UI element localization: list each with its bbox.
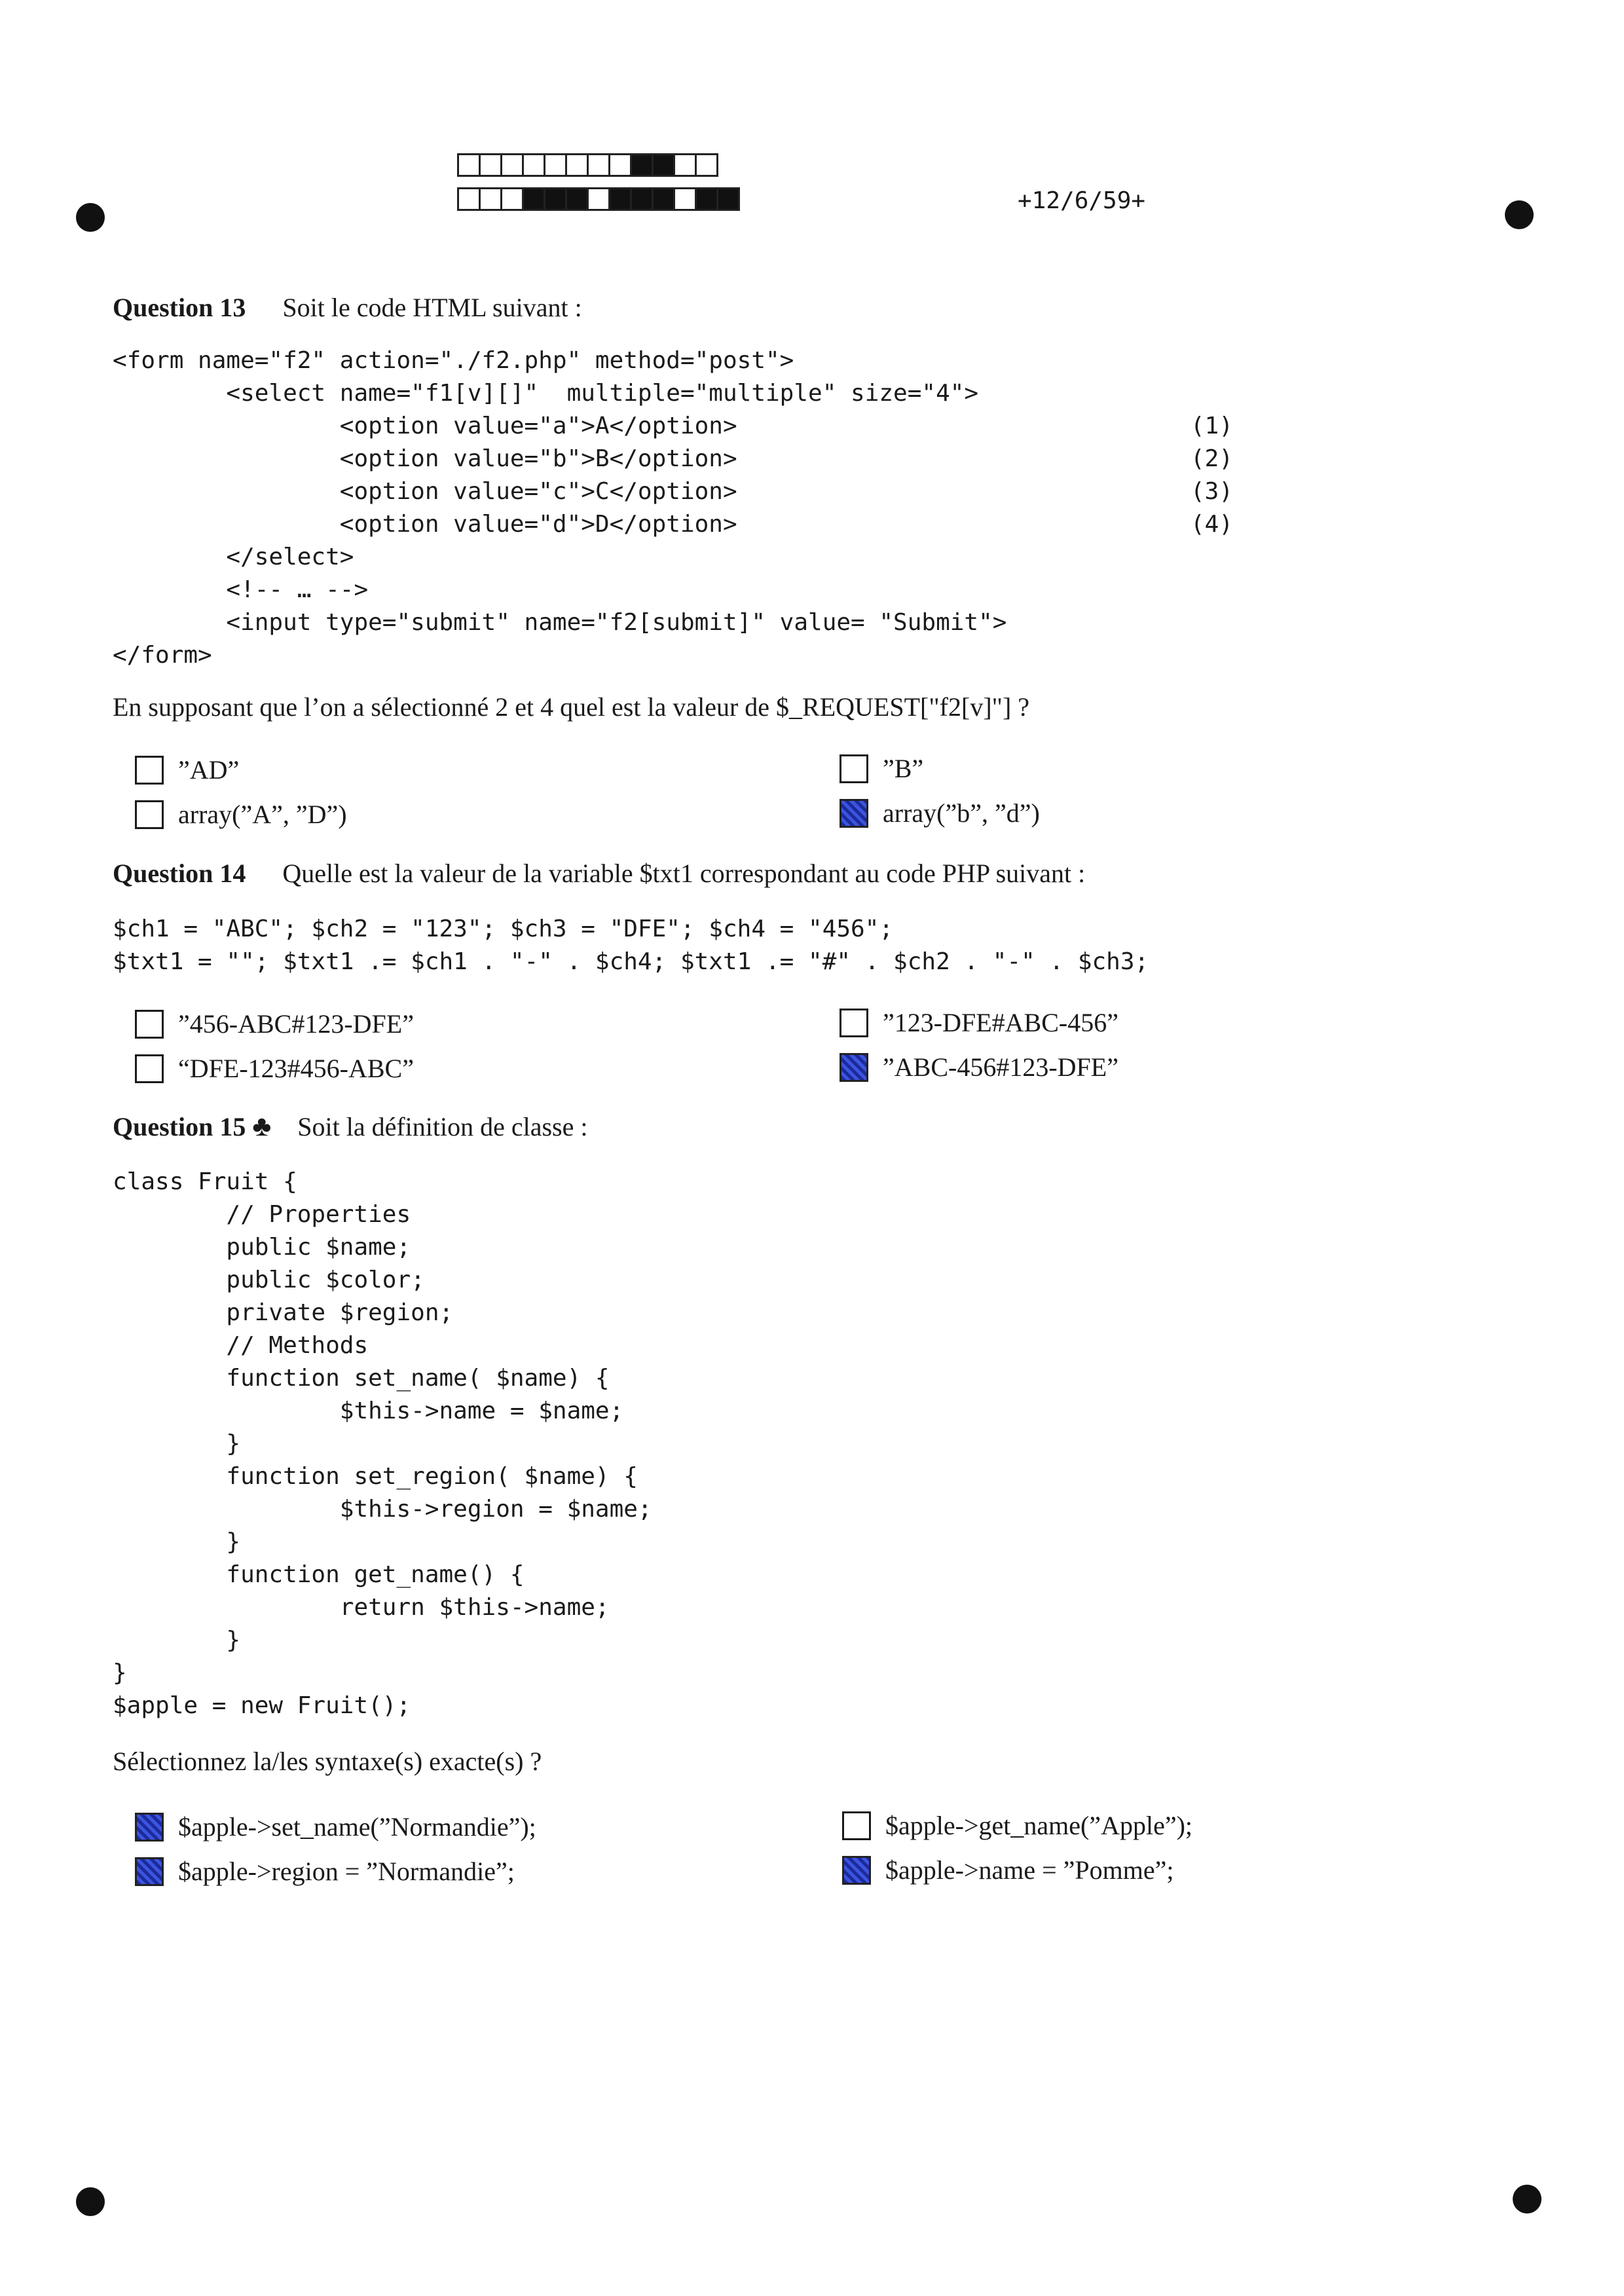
answer-label: array(”b”, ”d”) <box>883 798 1040 828</box>
question-13-header <box>113 292 582 323</box>
club-icon: ♣ <box>252 1110 272 1142</box>
q15-answer-1[interactable] <box>135 1811 536 1842</box>
code-line: <option value="c">C</option> <box>113 478 737 505</box>
code-line: <!-- … --> <box>113 576 369 603</box>
barcode-cell <box>716 187 740 211</box>
line-number: (3) <box>1190 478 1234 505</box>
question-13-title: Soit le code HTML suivant : <box>282 293 582 322</box>
barcode-cell <box>544 153 567 177</box>
question-14-header <box>113 858 1085 889</box>
code-line: private $region; <box>113 1299 454 1326</box>
answer-label: $apple->get_name(”Apple”); <box>885 1811 1193 1840</box>
question-15-code-block <box>113 1166 652 1722</box>
q13-answer-4[interactable] <box>840 798 1040 828</box>
barcode-cell <box>695 153 718 177</box>
answer-label: ”AD” <box>178 755 240 785</box>
checkbox[interactable] <box>840 1009 868 1037</box>
q15-answer-3[interactable] <box>135 1856 515 1887</box>
q15-answer-4[interactable] <box>842 1855 1174 1885</box>
barcode-cell <box>565 187 589 211</box>
barcode-cell <box>457 153 481 177</box>
q13-answer-2[interactable] <box>840 753 923 784</box>
answer-label: ”123-DFE#ABC-456” <box>883 1008 1118 1037</box>
checkbox[interactable] <box>135 800 164 829</box>
code-line: </select> <box>113 544 354 570</box>
code-line: <select name="f1[v][]" multiple="multiple" size="4"> <box>113 380 979 407</box>
code-line: <form name="f2" action="./f2.php" method="post"> <box>113 347 794 374</box>
registration-mark-bottom-left <box>76 2187 105 2216</box>
code-line: public $color; <box>113 1267 425 1293</box>
barcode-cell <box>500 187 524 211</box>
code-line: $txt1 = ""; $txt1 .= $ch1 . "-" . $ch4; $txt1 .= "#" . $ch2 . "-" . $ch3; <box>113 948 1149 975</box>
question-13-code-block <box>113 344 1006 672</box>
code-line: function set_name( $name) { <box>113 1365 610 1392</box>
barcode-cell <box>608 187 632 211</box>
question-15-title: Soit la définition de classe : <box>297 1112 588 1141</box>
q13-answer-1[interactable] <box>135 754 239 785</box>
question-14-code-block <box>113 913 1149 978</box>
line-number: (4) <box>1190 511 1234 538</box>
registration-mark-top-left <box>76 203 105 232</box>
code-line: $apple = new Fruit(); <box>113 1692 411 1719</box>
question-15-prompt: Sélectionnez la/les syntaxe(s) exacte(s) ? <box>113 1747 542 1776</box>
q14-answer-1[interactable] <box>135 1009 414 1039</box>
code-line: // Properties <box>113 1201 411 1228</box>
code-line: <option value="d">D</option> <box>113 511 737 538</box>
answer-label: ”456-ABC#123-DFE” <box>178 1009 414 1039</box>
answer-label: array(”A”, ”D”) <box>178 800 347 829</box>
answer-label: ”B” <box>883 754 924 783</box>
barcode-cell <box>630 153 654 177</box>
checkbox[interactable] <box>842 1856 871 1885</box>
question-13-prompt: En supposant que l’on a sélectionné 2 et 4 quel est la valeur de $_REQUEST["f2[v]"] ? <box>113 692 1030 722</box>
q13-answer-3[interactable] <box>135 799 347 830</box>
code-line: return $this->name; <box>113 1594 610 1621</box>
answer-label: “DFE-123#456-ABC” <box>178 1054 414 1083</box>
barcode-cell <box>522 187 545 211</box>
code-line: $this->name = $name; <box>113 1398 624 1424</box>
q15-answer-2[interactable] <box>842 1810 1192 1841</box>
answer-label: $apple->set_name(”Normandie”); <box>178 1812 536 1842</box>
line-number: (2) <box>1190 445 1234 472</box>
question-14-label: Question 14 <box>113 859 246 888</box>
registration-mark-top-right <box>1505 200 1534 229</box>
checkbox[interactable] <box>840 799 868 828</box>
checkbox[interactable] <box>135 1054 164 1083</box>
code-line: $ch1 = "ABC"; $ch2 = "123"; $ch3 = "DFE"; $ch4 = "456"; <box>113 916 894 942</box>
code-line: $this->region = $name; <box>113 1496 652 1523</box>
barcode-cell <box>479 153 502 177</box>
q14-answer-2[interactable] <box>840 1007 1118 1038</box>
checkbox[interactable] <box>842 1811 871 1840</box>
checkbox[interactable] <box>135 1857 164 1886</box>
code-line: class Fruit { <box>113 1168 297 1195</box>
barcode-cell <box>608 153 632 177</box>
barcode-cell <box>500 153 524 177</box>
answer-label: $apple->name = ”Pomme”; <box>885 1855 1174 1885</box>
barcode-cell <box>457 187 481 211</box>
code-line: <option value="a">A</option> <box>113 413 737 439</box>
code-line: <option value="b">B</option> <box>113 445 737 472</box>
checkbox[interactable] <box>840 1053 868 1082</box>
code-line: } <box>113 1528 241 1555</box>
checkbox[interactable] <box>135 1010 164 1039</box>
barcode-cell <box>522 153 545 177</box>
code-line: // Methods <box>113 1332 369 1359</box>
code-line: function get_name() { <box>113 1561 525 1588</box>
page-id-barcode-row-1 <box>457 153 716 177</box>
page-code: +12/6/59+ <box>1018 187 1146 214</box>
barcode-cell <box>673 187 697 211</box>
question-13-label: Question 13 <box>113 293 246 322</box>
checkbox[interactable] <box>840 754 868 783</box>
code-line: public $name; <box>113 1234 411 1261</box>
barcode-cell <box>652 187 675 211</box>
barcode-cell <box>695 187 718 211</box>
question-14-title: Quelle est la valeur de la variable $txt1 correspondant au code PHP suivant : <box>282 859 1086 888</box>
code-line: } <box>113 1659 127 1686</box>
barcode-cell <box>587 153 610 177</box>
code-line: } <box>113 1430 241 1457</box>
barcode-cell <box>630 187 654 211</box>
barcode-cell <box>673 153 697 177</box>
barcode-cell <box>479 187 502 211</box>
code-line: </form> <box>113 642 212 669</box>
registration-mark-bottom-right <box>1513 2185 1541 2213</box>
code-line: function set_region( $name) { <box>113 1463 638 1490</box>
code-line: } <box>113 1627 241 1654</box>
question-15-header <box>113 1109 587 1143</box>
question-15-label: Question 15 <box>113 1112 246 1141</box>
answer-label: $apple->region = ”Normandie”; <box>178 1857 515 1886</box>
q14-answer-3[interactable] <box>135 1053 414 1084</box>
question-13-line-numbers <box>1190 410 1233 541</box>
q14-answer-4[interactable] <box>840 1052 1118 1083</box>
barcode-cell <box>565 153 589 177</box>
page-id-barcode-row-2 <box>457 187 738 211</box>
code-line: <input type="submit" name="f2[submit]" value= "Submit"> <box>113 609 1007 636</box>
barcode-cell <box>544 187 567 211</box>
checkbox[interactable] <box>135 1813 164 1842</box>
checkbox[interactable] <box>135 756 164 785</box>
answer-label: ”ABC-456#123-DFE” <box>883 1052 1118 1082</box>
line-number: (1) <box>1190 413 1234 439</box>
barcode-cell <box>652 153 675 177</box>
barcode-cell <box>587 187 610 211</box>
